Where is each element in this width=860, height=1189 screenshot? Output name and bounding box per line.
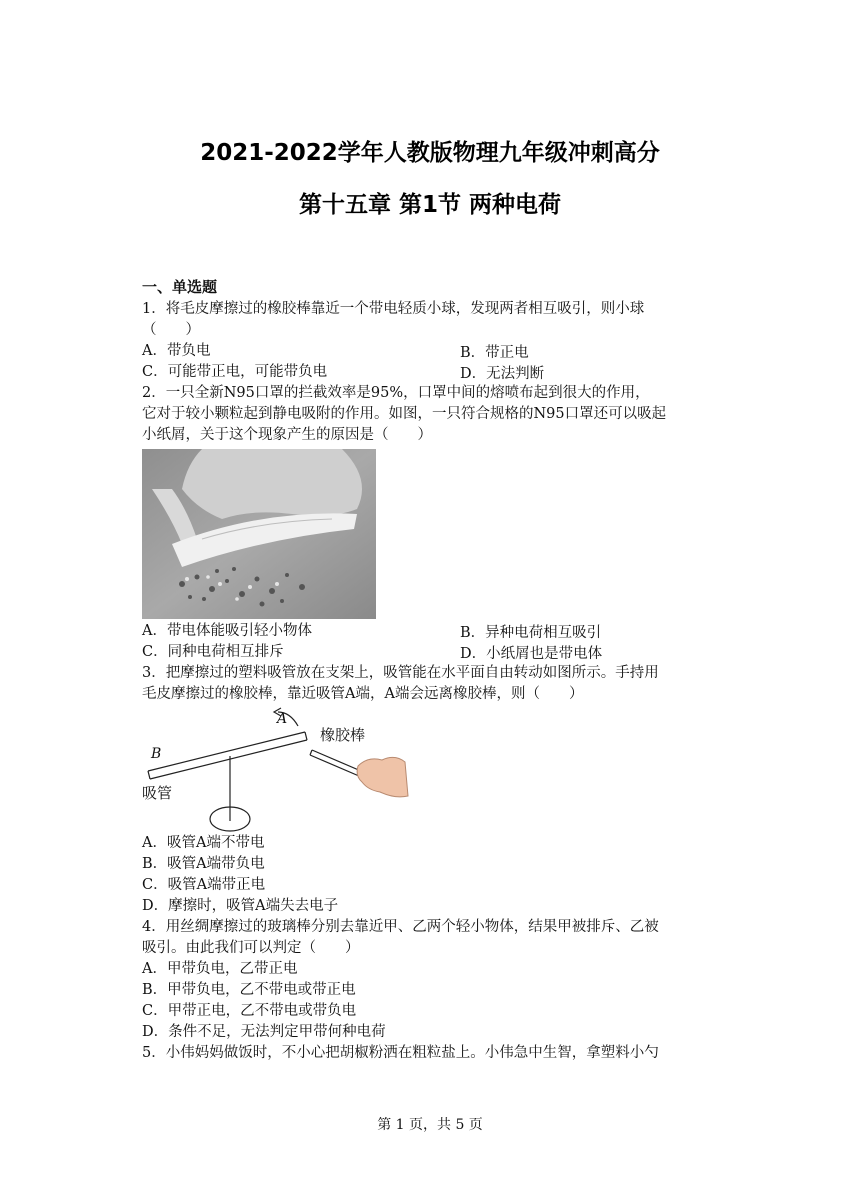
q3-option-b: B．吸管A端带负电 xyxy=(142,856,265,872)
page-subtitle: 第十五章 第1节 两种电荷 xyxy=(298,192,562,218)
q2-stem-line-1: 2．一只全新N95口罩的拦截效率是95%，口罩中间的熔喷布起到很大的作用， xyxy=(142,385,650,401)
q1-option-c: C．可能带正电，可能带负电 xyxy=(142,364,328,380)
q3-stem-line-2: 毛皮摩擦过的橡胶棒，靠近吸管A端，A端会远离橡胶棒，则（ ） xyxy=(142,686,584,702)
q4-option-d: D．条件不足，无法判定甲带何种电荷 xyxy=(142,1024,386,1040)
q4-option-c: C．甲带正电，乙不带电或带负电 xyxy=(142,1003,357,1019)
q3-option-d: D．摩擦时，吸管A端失去电子 xyxy=(142,898,339,914)
q4-option-b: B．甲带负电，乙不带电或带正电 xyxy=(142,982,356,998)
q2-stem-line-2: 它对于较小颗粒起到静电吸附的作用。如图，一只符合规格的N95口罩还可以吸起 xyxy=(142,406,667,422)
section-heading: 一、单选题 xyxy=(142,278,218,296)
q1-option-a: A．带负电 xyxy=(142,343,211,359)
label-a: A xyxy=(277,711,288,727)
q3-stem-line-1: 3．把摩擦过的塑料吸管放在支架上，吸管能在水平面自由转动如图所示。手持用 xyxy=(142,665,659,681)
q4-option-a: A．甲带负电，乙带正电 xyxy=(142,961,298,977)
q1-option-d: D．无法判断 xyxy=(460,366,545,382)
q1-stem-line-1: 1．将毛皮摩擦过的橡胶棒靠近一个带电轻质小球，发现两者相互吸引，则小球 xyxy=(142,301,645,317)
q4-stem-line-2: 吸引。由此我们可以判定（ ） xyxy=(142,940,360,956)
q3-option-a: A．吸管A端不带电 xyxy=(142,835,265,851)
q3-option-c: C．吸管A端带正电 xyxy=(142,877,266,893)
page-title: 2021-2022学年人教版物理九年级冲刺高分 xyxy=(200,140,660,166)
mask-photo xyxy=(142,449,376,619)
label-straw: 吸管 xyxy=(142,784,173,802)
q2-stem-line-3: 小纸屑，关于这个现象产生的原因是（ ） xyxy=(142,427,432,443)
q4-stem-line-1: 4．用丝绸摩擦过的玻璃棒分别去靠近甲、乙两个轻小物体，结果甲被排斥、乙被 xyxy=(142,919,659,935)
straw-diagram xyxy=(140,704,415,832)
q2-option-d: D．小纸屑也是带电体 xyxy=(460,646,603,662)
q5-stem-line-1: 5．小伟妈妈做饭时，不小心把胡椒粉洒在粗粒盐上。小伟急中生智，拿塑料小勺 xyxy=(142,1045,659,1061)
page-footer: 第 1 页，共 5 页 xyxy=(377,1117,483,1133)
q2-option-b: B．异种电荷相互吸引 xyxy=(460,625,602,641)
q2-option-c: C．同种电荷相互排斥 xyxy=(142,644,284,660)
q1-stem-line-2: （ ） xyxy=(142,322,200,338)
label-b: B xyxy=(151,746,162,762)
q2-option-a: A．带电体能吸引轻小物体 xyxy=(142,623,312,639)
label-rod: 橡胶棒 xyxy=(320,726,366,744)
mask-attracting-paper-icon xyxy=(142,449,376,619)
q1-option-b: B．带正电 xyxy=(460,345,529,361)
